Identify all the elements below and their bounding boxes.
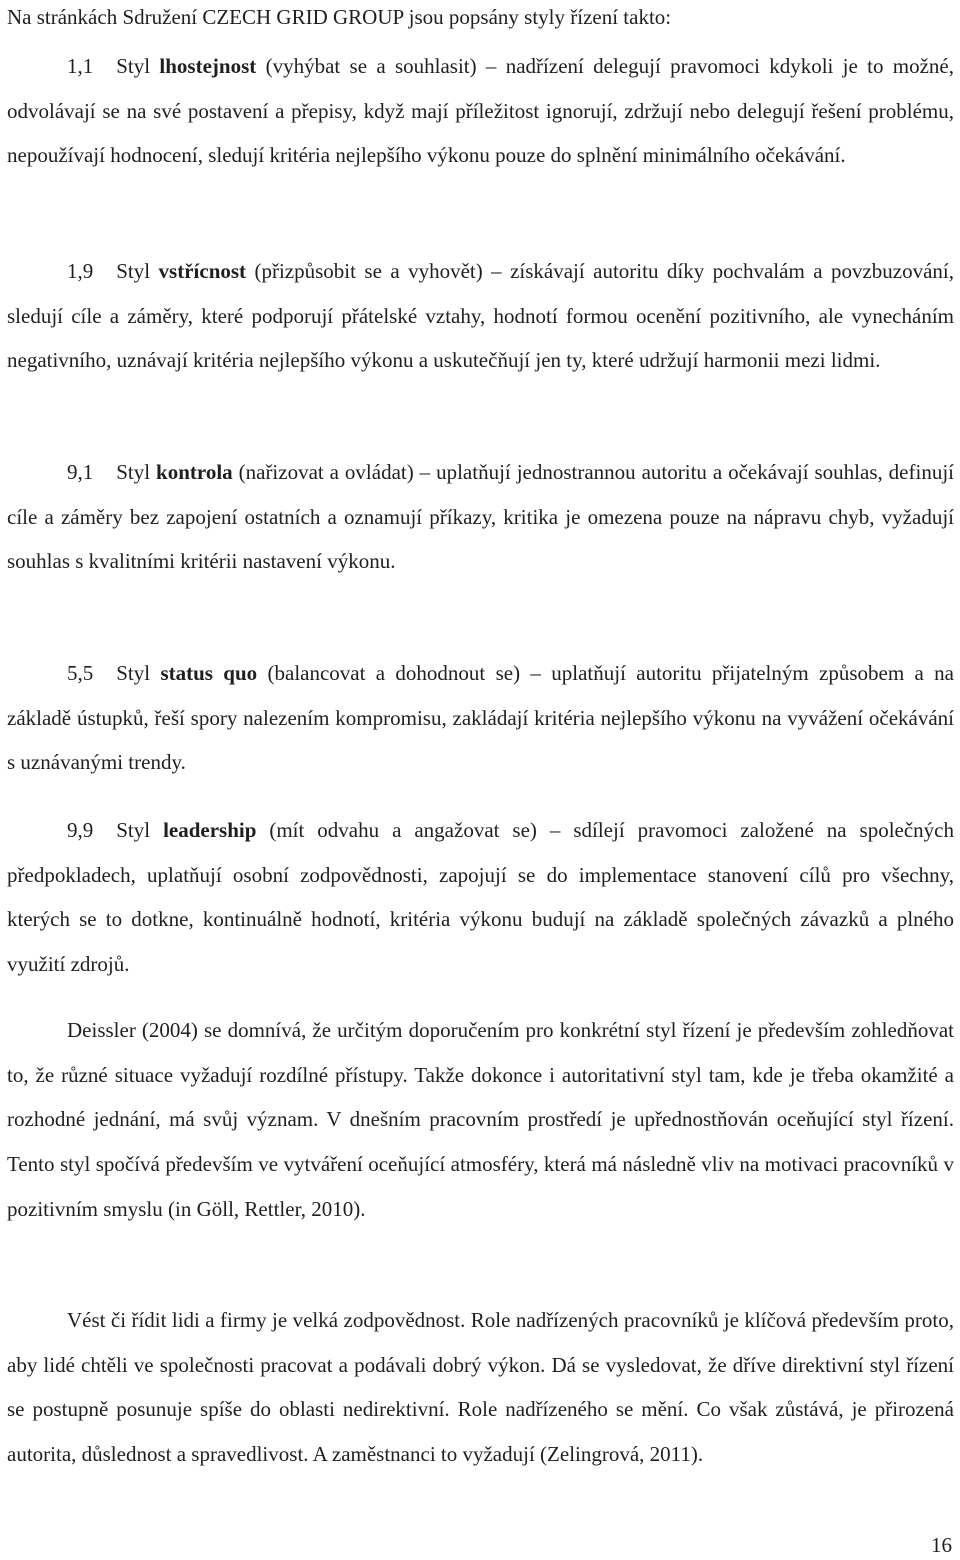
style-description: (mít odvahu a angažovat se) – sdílejí pravomoci založené na společných předpokladech, uplatňují osobní zodpovědnosti, zapojují se do implementace stanovení cílů pro všechny, kterých se to dotkne, kontinuálně hodnotí, kritéria výkonu budují na základě společných závazků a plného využití zdrojů. <box>7 818 954 977</box>
style-name: kontrola <box>156 460 233 484</box>
style-description: (vyhýbat se a souhlasit) – nadřízení delegují pravomoci kdykoli je to možné, odvolávají se na své postavení a přepisy, když mají příležitost ignorují, zdržují nebo delegují řešení problému, nepoužívají hodnocení, sledují kritéria nejlepšího výkonu pouze do splnění minimálního očekávání. <box>7 54 955 168</box>
style-paragraph-lhostejnost <box>7 44 954 178</box>
style-description: (balancovat a dohodnout se) – uplatňují autoritu přijatelným způsobem a na základě ústupků, řeší spory nalezením kompromisu, zakládají kritéria nejlepšího výkonu na vyvážení očekávání s uznávanými trendy. <box>7 661 955 775</box>
style-code: 9,1 <box>67 460 94 484</box>
style-prefix: Styl <box>116 460 151 484</box>
body-paragraph-deissler: Deissler (2004) se domnívá, že určitým doporučením pro konkrétní styl řízení je především zohledňovat to, že různé situace vyžadují rozdílné přístupy. Takže dokonce i autoritativní styl tam, kde je třeba okamžité a rozhodné jednání, má svůj význam. V dnešním pracovním prostředí je upřednostňován oceňující styl řízení. Tento styl spočívá především ve vytváření oceňující atmosféry, která má následně vliv na motivaci pracovníků v pozitivním smyslu (in Göll, Rettler, 2010). <box>7 1018 954 1221</box>
style-paragraph-status-quo <box>7 651 954 785</box>
style-paragraph-vstricnost <box>7 249 954 383</box>
style-code: 1,9 <box>67 259 94 283</box>
style-name: status quo <box>160 661 258 685</box>
style-prefix: Styl <box>116 259 151 283</box>
style-name: lhostejnost <box>159 54 257 78</box>
style-paragraph-kontrola <box>7 450 954 584</box>
body-paragraph-vest-ci-ridit: Vést či řídit lidi a firmy je velká zodpovědnost. Role nadřízených pracovníků je klíčová především proto, aby lidé chtěli ve společnosti pracovat a podávali dobrý výkon. Dá se vysledovat, že dříve direktivní styl řízení se postupně posunuje spíše do oblasti nedirektivní. Role nadřízeného se mění. Co však zůstává, je přirozená autorita, důslednost a spravedlivost. A zaměstnanci to vyžadují (Zelingrová, 2011). <box>7 1308 954 1467</box>
style-prefix: Styl <box>116 661 151 685</box>
style-description: (přizpůsobit se a vyhovět) – získávají autoritu díky pochvalám a povzbuzování, sledují cíle a záměry, které podporují přátelské vztahy, hodnotí formou ocenění pozitivního, ale vynecháním negativního, uznávají kritéria nejlepšího výkonu a uskutečňují jen ty, které udržují harmonii mezi lidmi. <box>7 259 955 373</box>
style-code: 9,9 <box>67 818 94 842</box>
style-name: leadership <box>163 818 257 842</box>
style-code: 1,1 <box>67 54 94 78</box>
intro-line: Na stránkách Sdružení CZECH GRID GROUP jsou popsány styly řízení takto: <box>7 5 672 29</box>
style-name: vstřícnost <box>158 259 247 283</box>
style-description: (nařizovat a ovládat) – uplatňují jednostrannou autoritu a očekávají souhlas, definují cíle a záměry bez zapojení ostatních a oznamují příkazy, kritika je omezena pouze na nápravu chyb, vyžadují souhlas s kvalitními kritérii nastavení výkonu. <box>7 460 954 574</box>
style-prefix: Styl <box>116 54 151 78</box>
page-number: 16 <box>931 1533 952 1557</box>
style-prefix: Styl <box>116 818 151 842</box>
style-code: 5,5 <box>67 661 94 685</box>
style-paragraph-leadership <box>7 808 954 987</box>
